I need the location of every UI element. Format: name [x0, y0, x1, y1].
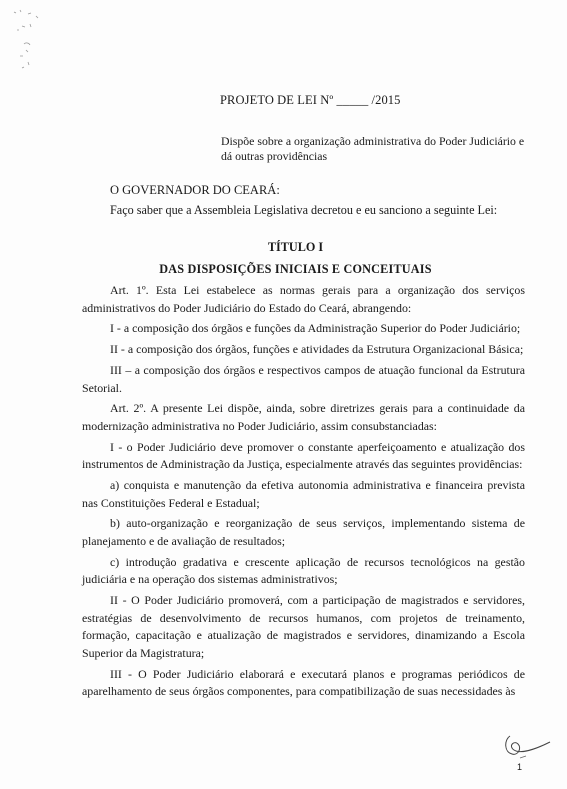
bill-title: PROJETO DE LEI Nº _____ /2015: [220, 93, 401, 107]
governor-line: O GOVERNADOR DO CEARÁ:: [110, 183, 280, 197]
stamp-mark-icon: [8, 4, 48, 84]
bill-summary: [221, 134, 527, 164]
article-paragraph: III - O Poder Judiciário elaborará e executará planos e programas periódicos de aparelhamento de seus órgãos componentes, para compatibilização de suas necessidades às: [82, 666, 525, 699]
article-paragraph: I - a composição dos órgãos e funções da Administração Superior do Poder Judiciário;: [110, 321, 521, 336]
article-paragraph: c) introdução gradativa e crescente aplicação de recursos tecnológicos na gestão judiciária e na operação dos sistemas administrativos;: [82, 554, 525, 587]
proclamation-line: Faço saber que a Assembleia Legislativa decretou e eu sanciono a seguinte Lei:: [110, 203, 498, 217]
bill-summary-line: dá outras providências: [221, 149, 328, 163]
article-paragraph: III – a composição dos órgãos e respectivos campos de atuação funcional da Estrutura Setorial.: [82, 362, 525, 395]
article-paragraph: a) conquista e manutenção da efetiva autonomia administrativa e financeira prevista nas Constituições Federal e Estadual;: [82, 478, 525, 510]
bill-summary-line: Dispõe sobre a organização administrativa do Poder Judiciário e: [221, 134, 525, 148]
section-title: TÍTULO I: [267, 240, 324, 254]
article-paragraph: II - a composição dos órgãos, funções e atividades da Estrutura Organizacional Básica;: [110, 342, 524, 357]
article-paragraph: Art. 1º. Esta Lei estabelece as normas gerais para a organização dos serviços administrativos do Poder Judiciário do Estado do Ceará, abrangendo:: [82, 283, 525, 315]
article-paragraph: I - o Poder Judiciário deve promover o constante aperfeiçoamento e atualização dos instrumentos de Administração da Justiça, especialmente através das seguintes providências:: [82, 439, 525, 472]
signature-icon: [500, 728, 558, 764]
article-paragraph: Art. 2º. A presente Lei dispõe, ainda, sobre diretrizes gerais para a continuidade da modernização administrativa no Poder Judiciário, assim consubstanciadas:: [82, 401, 525, 433]
article-paragraph: b) auto-organização e reorganização de seus serviços, implementando sistema de planejamento e de avaliação de resultados;: [82, 516, 525, 549]
article-paragraph: II - O Poder Judiciário promoverá, com a participação de magistrados e servidores, estratégias de desenvolvimento de recursos humanos, com projetos de treinamento, formação, capacitação e atualização de magistrados e servidores, dinamizando a Escola Superior da Magistratura;: [82, 593, 525, 660]
page-number: 1: [517, 762, 523, 772]
section-subtitle: DAS DISPOSIÇÕES INICIAIS E CONCEITUAIS: [159, 262, 432, 276]
document-body: [82, 282, 525, 701]
